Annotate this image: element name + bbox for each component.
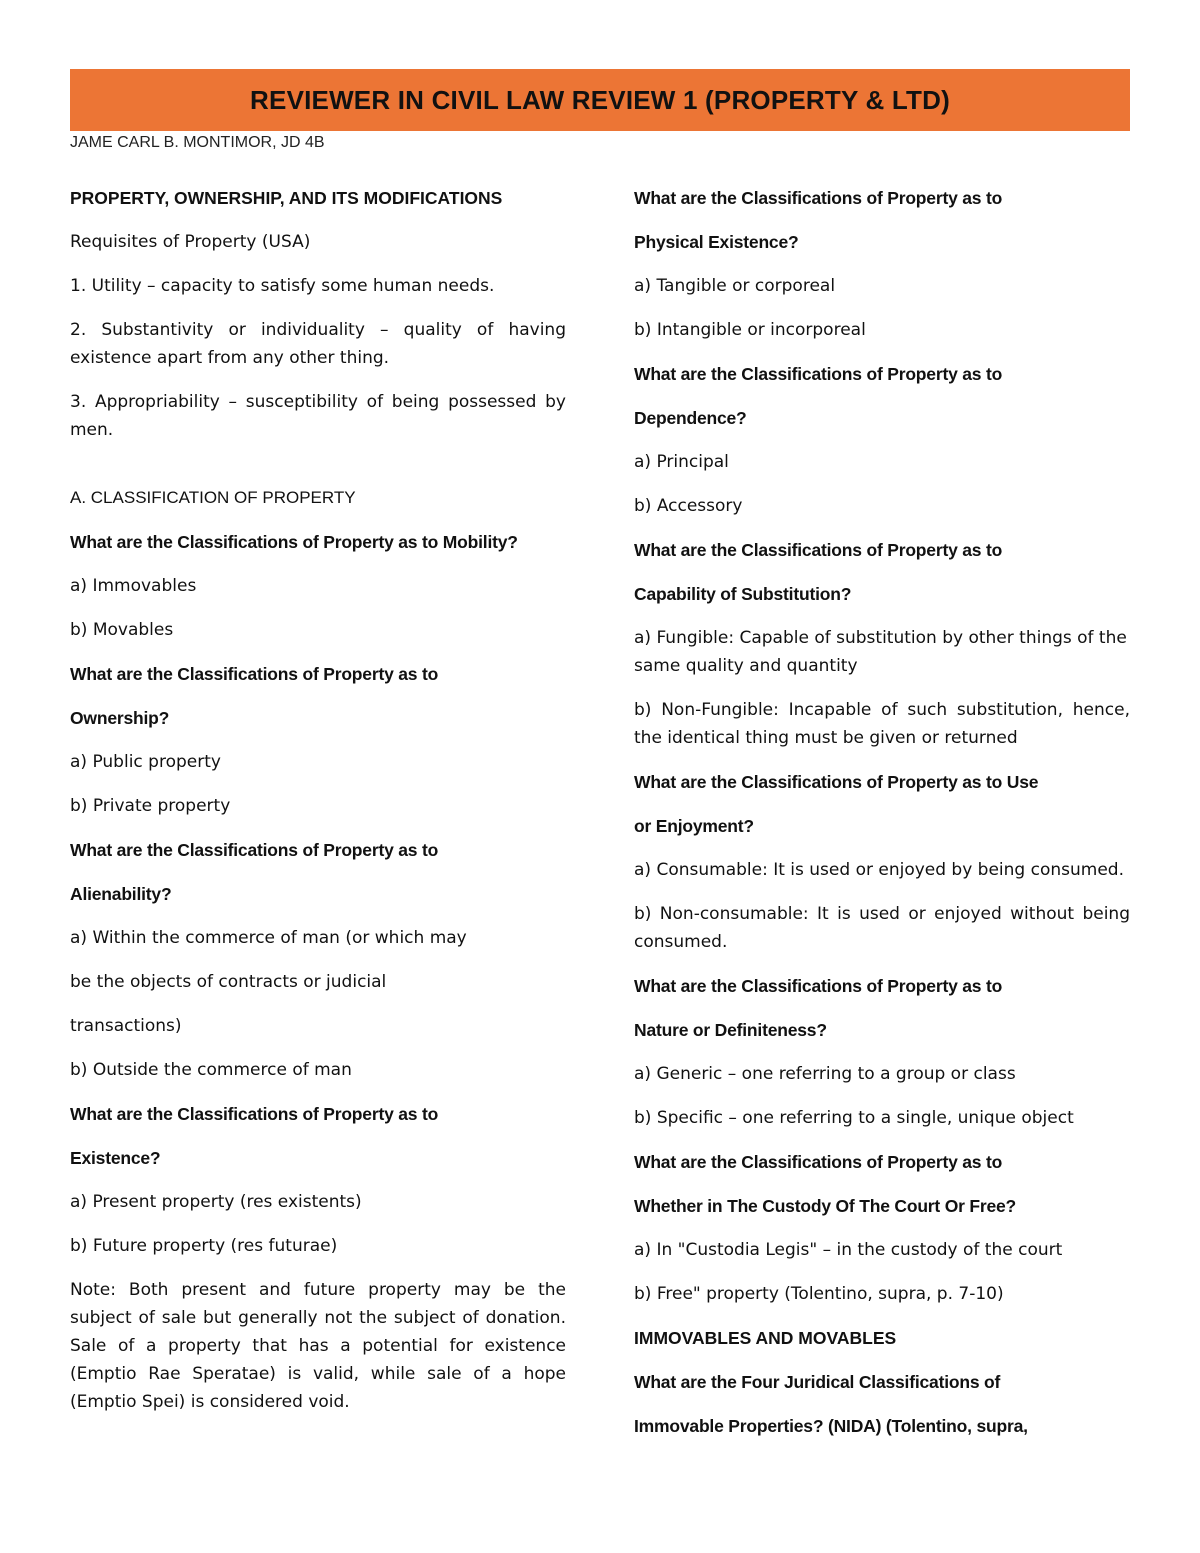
question-custody-line1: What are the Classifications of Property as to [634, 1152, 1003, 1172]
requisites-title: Requisites of Property (USA) [70, 232, 311, 252]
question-substitution-line1: What are the Classifications of Property as to [634, 540, 1003, 560]
answer-item: b) Non-consumable: It is used or enjoyed without being consumed. [634, 904, 1130, 952]
question-physical-line2: Physical Existence? [634, 232, 799, 252]
question-substitution-line2: Capability of Substitution? [634, 584, 852, 604]
answer-item: b) Non-Fungible: Incapable of such substitution, hence, the identical thing must be given or returned [634, 700, 1130, 748]
answer-item: b) Accessory [634, 496, 743, 516]
answer-item: a) Immovables [70, 576, 197, 596]
answer-item: be the objects of contracts or judicial [70, 972, 387, 992]
answer-item: a) Principal [634, 452, 729, 472]
answer-item: b) Future property (res futurae) [70, 1236, 338, 1256]
title-banner [70, 69, 1130, 131]
requisite-item: 1. Utility – capacity to satisfy some human needs. [70, 276, 495, 296]
question-ownership-line2: Ownership? [70, 708, 170, 728]
answer-item: a) Fungible: Capable of substitution by other things of the same quality and quantity [634, 628, 1127, 676]
answer-item: b) Outside the commerce of man [70, 1060, 352, 1080]
question-dependence-line2: Dependence? [634, 408, 747, 428]
question-alienability-line1: What are the Classifications of Property as to [70, 840, 439, 860]
question-mobility: What are the Classifications of Property as to Mobility? [70, 532, 518, 552]
answer-item: b) Specific – one referring to a single, unique object [634, 1108, 1074, 1128]
question-nature-line1: What are the Classifications of Property as to [634, 976, 1003, 996]
author-line: JAME CARL B. MONTIMOR, JD 4B [70, 134, 325, 151]
question-use-line2: or Enjoyment? [634, 816, 754, 836]
question-dependence-line1: What are the Classifications of Property as to [634, 364, 1003, 384]
left-column [70, 184, 566, 1432]
question-physical-line1: What are the Classifications of Property as to [634, 188, 1003, 208]
answer-item: b) Free" property (Tolentino, supra, p. 7-10) [634, 1284, 1004, 1304]
question-nature-line2: Nature or Definiteness? [634, 1020, 827, 1040]
answer-item: a) Tangible or corporeal [634, 276, 836, 296]
question-four-juridical-line2: Immovable Properties? (NIDA) (Tolentino, supra, [634, 1416, 1028, 1436]
section-a-heading: A. CLASSIFICATION OF PROPERTY [70, 488, 356, 507]
question-use-line1: What are the Classifications of Property as to Use [634, 772, 1039, 792]
right-column [634, 184, 1130, 1456]
answer-item: a) Consumable: It is used or enjoyed by being consumed. [634, 860, 1124, 880]
answer-item: a) Within the commerce of man (or which may [70, 928, 467, 948]
requisite-item: 2. Substantivity or individuality – quality of having existence apart from any other thing. [70, 320, 566, 368]
question-four-juridical-line1: What are the Four Juridical Classifications of [634, 1372, 1001, 1392]
spacer [70, 460, 566, 484]
question-existence-line1: What are the Classifications of Property as to [70, 1104, 439, 1124]
note-paragraph: Note: Both present and future property may be the subject of sale but generally not the subject of donation. Sale of a property that has a potential for existence (Emptio Rae Speratae) is valid, while sale of a hope (Emptio Spei) is considered void. [70, 1280, 566, 1412]
document-title: REVIEWER IN CIVIL LAW REVIEW 1 (PROPERTY & LTD) [250, 84, 950, 115]
question-ownership-line1: What are the Classifications of Property as to [70, 664, 439, 684]
section-immovables-heading: IMMOVABLES AND MOVABLES [634, 1328, 897, 1348]
answer-item: a) In "Custodia Legis" – in the custody of the court [634, 1240, 1063, 1260]
answer-item: transactions) [70, 1016, 182, 1036]
answer-item: a) Public property [70, 752, 221, 772]
answer-item: b) Intangible or incorporeal [634, 320, 866, 340]
requisite-item: 3. Appropriability – susceptibility of being possessed by men. [70, 392, 566, 440]
section-heading: PROPERTY, OWNERSHIP, AND ITS MODIFICATIONS [70, 188, 503, 208]
answer-item: b) Private property [70, 796, 231, 816]
question-existence-line2: Existence? [70, 1148, 161, 1168]
answer-item: a) Generic – one referring to a group or class [634, 1064, 1016, 1084]
answer-item: a) Present property (res existents) [70, 1192, 362, 1212]
question-alienability-line2: Alienability? [70, 884, 172, 904]
question-custody-line2: Whether in The Custody Of The Court Or Free? [634, 1196, 1017, 1216]
answer-item: b) Movables [70, 620, 174, 640]
